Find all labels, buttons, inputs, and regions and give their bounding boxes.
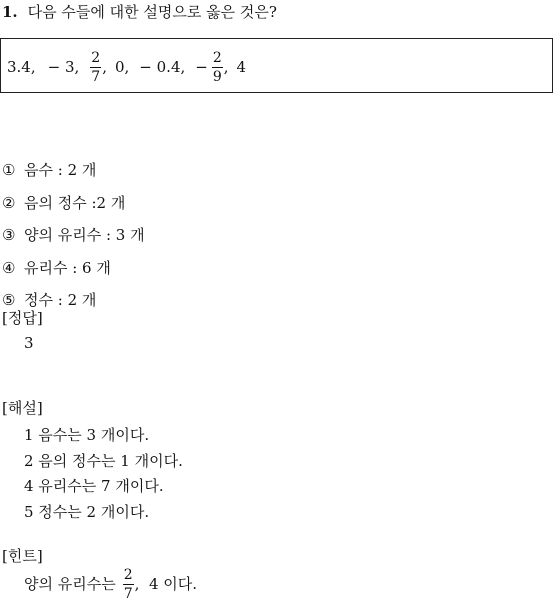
question-number: 1. <box>2 3 18 21</box>
explanation-line: 5 정수는 2 개이다. <box>24 502 150 521</box>
fraction <box>212 51 223 84</box>
answer-value: 3 <box>24 334 34 352</box>
explanation-body <box>24 425 183 527</box>
choice-mark: ① <box>2 161 16 179</box>
answer-label: [정답] <box>2 309 43 327</box>
choice-text: 음의 정수 :2 개 <box>24 193 126 212</box>
fraction <box>90 51 101 84</box>
number-item: − 0.4, <box>139 58 186 76</box>
explanation-line: 1 음수는 3 개이다. <box>24 426 150 444</box>
question-line <box>2 2 277 22</box>
hint-label: [힌트] <box>2 547 43 565</box>
number-item: − 3, <box>47 58 80 76</box>
explanation-line: 2 음의 정수는 1 개이다. <box>24 451 183 470</box>
fraction-denominator: 9 <box>212 68 222 85</box>
hint-fraction <box>123 568 134 601</box>
negative-sign: − <box>195 58 208 76</box>
choice-mark: ④ <box>2 258 16 277</box>
number-item: 0, <box>114 58 130 76</box>
choice-text: 정수 : 2 개 <box>24 291 97 309</box>
fraction-denominator: 7 <box>123 585 133 602</box>
choice-item[interactable] <box>2 258 145 291</box>
number-item: 4 <box>236 58 247 76</box>
number-separator: , <box>223 58 229 76</box>
number-item: 3.4, <box>7 58 36 76</box>
fraction-denominator: 7 <box>91 68 101 85</box>
number-list-box <box>0 38 553 93</box>
choice-list <box>2 160 145 323</box>
question-text: 다음 수들에 대한 설명으로 옳은 것은? <box>27 3 277 21</box>
explanation-label: [해설] <box>2 399 43 417</box>
explanation-line: 4 유리수는 7 개이다. <box>24 477 164 495</box>
choice-mark: ② <box>2 193 16 212</box>
choice-text: 유리수 : 6 개 <box>24 258 111 277</box>
choice-item[interactable] <box>2 160 145 193</box>
number-separator: , <box>102 58 107 76</box>
fraction-numerator: 2 <box>212 49 222 66</box>
choice-text: 양의 유리수 : 3 개 <box>24 226 145 244</box>
number-list <box>7 49 247 85</box>
choice-item[interactable] <box>2 193 145 226</box>
choice-text: 음수 : 2 개 <box>24 161 97 179</box>
fraction-numerator: 2 <box>123 566 133 583</box>
choice-item[interactable] <box>2 225 145 258</box>
hint-prefix: 양의 유리수는 <box>24 575 116 593</box>
hint-body <box>24 568 197 600</box>
choice-mark: ③ <box>2 226 16 244</box>
choice-mark: ⑤ <box>2 291 16 309</box>
fraction-numerator: 2 <box>91 49 101 66</box>
hint-suffix: , 4 이다. <box>134 575 198 593</box>
